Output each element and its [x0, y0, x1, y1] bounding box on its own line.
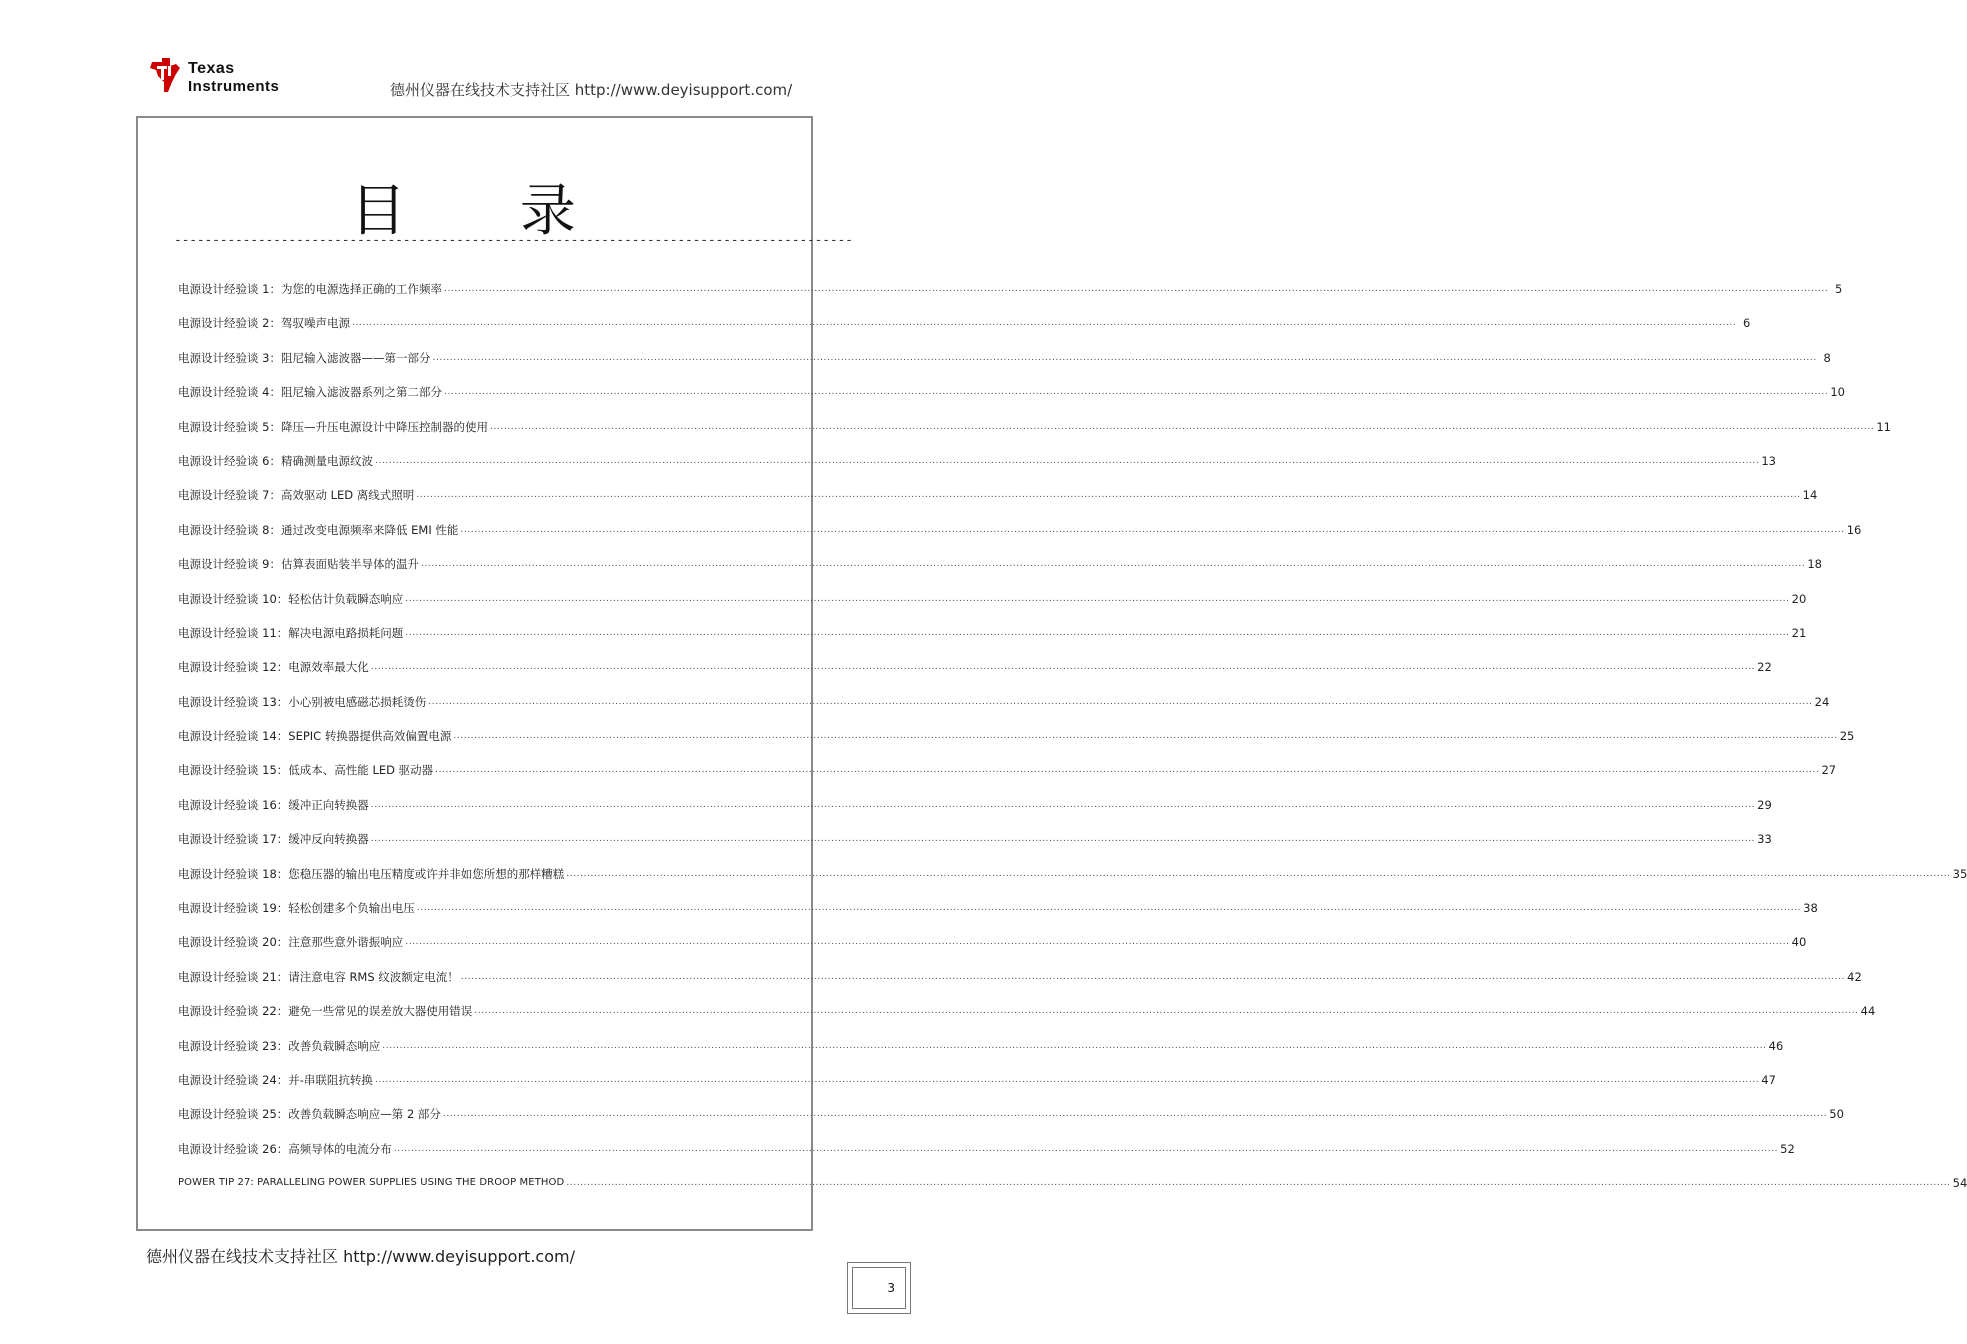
toc-dot-leader: ................................................................................................................................................................................................................................................................................................................................................................................................................: [428, 696, 1813, 707]
toc-entry-page: 20: [1791, 591, 1807, 606]
toc-entry-title: 电源设计经验谈 19：轻松创建多个负输出电压: [178, 901, 415, 916]
logo-word-instruments: Instruments: [188, 78, 280, 95]
toc-entry-page: 46: [1768, 1038, 1784, 1053]
toc-entry-title: 电源设计经验谈 23：改善负载瞬态响应: [178, 1038, 381, 1053]
toc-dot-leader: ................................................................................................................................................................................................................................................................................................................................................................................................................: [443, 284, 1829, 294]
toc-entry[interactable]: [178, 591, 1807, 625]
toc-dot-leader: ................................................................................................................................................................................................................................................................................................................................................................................................................: [460, 524, 1845, 535]
toc-entry-page: 38: [1803, 901, 1818, 916]
toc-entry[interactable]: [178, 487, 1818, 521]
toc-entry-page: 21: [1791, 625, 1807, 640]
toc-entry-title: 电源设计经验谈 16：缓冲正向转换器: [178, 797, 369, 812]
toc-entry-title: 电源设计经验谈 3：阻尼输入滤波器——第一部分: [178, 350, 431, 365]
toc-dot-leader: ................................................................................................................................................................................................................................................................................................................................................................................................................: [566, 1178, 1951, 1189]
toc-entry-title: 电源设计经验谈 17：缓冲反向转换器: [178, 832, 369, 847]
toc-entry-page: 24: [1814, 694, 1830, 709]
toc-dot-leader: ................................................................................................................................................................................................................................................................................................................................................................................................................: [393, 1143, 1779, 1154]
toc-entry-title: 电源设计经验谈 15：低成本、高性能 LED 驱动器: [178, 763, 434, 778]
toc-dot-leader: ................................................................................................................................................................................................................................................................................................................................................................................................................: [370, 834, 1756, 845]
title-divider: -----------------------------------------------------------------------------------------: [174, 233, 853, 248]
toc-entry[interactable]: [178, 1141, 1795, 1175]
toc-entry-page: 54: [1952, 1176, 1967, 1191]
toc-entry-page: 52: [1780, 1141, 1795, 1156]
toc-entry[interactable]: [178, 522, 1862, 556]
toc-dot-leader: ................................................................................................................................................................................................................................................................................................................................................................................................................: [405, 627, 1790, 638]
toc-dot-leader: ................................................................................................................................................................................................................................................................................................................................................................................................................: [432, 352, 1817, 363]
page-title: 目 录: [350, 179, 624, 244]
toc-entry[interactable]: [178, 556, 1822, 590]
toc-dot-leader: ................................................................................................................................................................................................................................................................................................................................................................................................................: [416, 903, 1802, 914]
toc-entry[interactable]: [178, 1072, 1776, 1106]
toc-entry-title: 电源设计经验谈 18：您稳压器的输出电压精度或许并非如您所想的那样糟糕: [178, 866, 565, 881]
toc-entry-title: 电源设计经验谈 26：高频导体的电流分布: [178, 1141, 392, 1156]
logo-word-texas: Texas: [188, 60, 235, 77]
toc-entry-page: 11: [1876, 419, 1891, 434]
toc-dot-leader: ................................................................................................................................................................................................................................................................................................................................................................................................................: [405, 593, 1790, 604]
toc-entry[interactable]: [178, 659, 1772, 693]
toc-entry-title: 电源设计经验谈 13：小心别被电感磁芯损耗烫伤: [178, 694, 427, 709]
toc-dot-leader: ................................................................................................................................................................................................................................................................................................................................................................................................................: [382, 1040, 1767, 1051]
toc-dot-leader: ................................................................................................................................................................................................................................................................................................................................................................................................................: [442, 1109, 1828, 1120]
toc-dot-leader: ................................................................................................................................................................................................................................................................................................................................................................................................................: [374, 455, 1760, 466]
toc-entry-title: POWER TIP 27: PARALLELING POWER SUPPLIES USING THE DROOP METHOD: [178, 1177, 565, 1189]
toc-dot-leader: ................................................................................................................................................................................................................................................................................................................................................................................................................: [453, 731, 1838, 742]
toc-entry-page: 22: [1757, 660, 1772, 675]
toc-entry-page: 47: [1761, 1072, 1776, 1087]
toc-entry-title: 电源设计经验谈 14：SEPIC 转换器提供高效偏置电源: [178, 729, 452, 744]
toc-entry-title: 电源设计经验谈 8：通过改变电源频率来降低 EMI 性能: [178, 522, 459, 537]
toc-entry-page: 42: [1847, 969, 1862, 984]
toc-entry-page: 35: [1952, 866, 1967, 881]
toc-entry-page: 14: [1802, 488, 1818, 503]
ti-logo: [146, 52, 326, 100]
toc-entry[interactable]: [178, 728, 1855, 762]
toc-entry-title: 电源设计经验谈 10：轻松估计负载瞬态响应: [178, 591, 404, 606]
toc-dot-leader: ................................................................................................................................................................................................................................................................................................................................................................................................................: [474, 1006, 1859, 1017]
toc-entry-page: 50: [1829, 1107, 1844, 1122]
toc-entry[interactable]: [178, 1175, 1967, 1209]
toc-entry[interactable]: [178, 831, 1772, 865]
toc-entry-title: 电源设计经验谈 2：驾驭噪声电源: [178, 316, 350, 331]
toc-entry[interactable]: [178, 866, 1967, 900]
toc-entry-page: 13: [1761, 453, 1776, 468]
toc-entry-page: 6: [1743, 316, 1751, 331]
toc-dot-leader: ................................................................................................................................................................................................................................................................................................................................................................................................................: [460, 971, 1846, 982]
toc-entry[interactable]: [178, 315, 1751, 349]
toc-entry-title: 电源设计经验谈 20：注意那些意外谐振响应: [178, 935, 404, 950]
toc-entry-title: 电源设计经验谈 21：请注意电容 RMS 纹波额定电流！: [178, 969, 459, 984]
toc-dot-leader: ................................................................................................................................................................................................................................................................................................................................................................................................................: [566, 868, 1951, 879]
page-number: 3: [887, 1281, 895, 1295]
toc-entry-page: 25: [1839, 729, 1855, 744]
toc-entry-title: 电源设计经验谈 7：高效驱动 LED 离线式照明: [178, 488, 415, 503]
toc-entry-title: 电源设计经验谈 25：改善负载瞬态响应—第 2 部分: [178, 1107, 441, 1122]
toc-dot-leader: ................................................................................................................................................................................................................................................................................................................................................................................................................: [416, 490, 1801, 501]
toc-entry-page: 5: [1835, 282, 1843, 296]
toc-entry-page: 18: [1807, 557, 1822, 572]
toc-entry-page: 44: [1860, 1004, 1876, 1019]
toc-entry[interactable]: [178, 797, 1772, 831]
toc-entry[interactable]: [178, 625, 1807, 659]
toc-entry-page: 10: [1830, 385, 1845, 400]
toc-entry-page: 29: [1757, 797, 1772, 812]
toc-entry[interactable]: [178, 1038, 1784, 1072]
toc-entry[interactable]: [178, 900, 1818, 934]
toc-entry[interactable]: [178, 934, 1807, 968]
toc-entry[interactable]: [178, 384, 1845, 418]
toc-entry[interactable]: [178, 1003, 1876, 1037]
ti-chip-icon: [146, 52, 186, 96]
toc-entry-title: 电源设计经验谈 6：精确测量电源纹波: [178, 453, 373, 468]
toc-entry[interactable]: [178, 1106, 1844, 1140]
footer-community-link[interactable]: 德州仪器在线技术支持社区 http://www.deyisupport.com/: [146, 1247, 575, 1266]
table-of-contents: [178, 281, 1967, 1210]
toc-entry-title: 电源设计经验谈 4：阻尼输入滤波器系列之第二部分: [178, 385, 442, 400]
toc-entry-page: 33: [1757, 832, 1772, 847]
toc-entry-title: 电源设计经验谈 11：解决电源电路损耗问题: [178, 625, 404, 640]
toc-entry-title: 电源设计经验谈 24：并-串联阻抗转换: [178, 1072, 373, 1087]
toc-dot-leader: ................................................................................................................................................................................................................................................................................................................................................................................................................: [420, 559, 1806, 570]
toc-entry-title: 电源设计经验谈 1：为您的电源选择正确的工作频率: [178, 282, 442, 296]
toc-entry-title: 电源设计经验谈 9：估算表面贴装半导体的温升: [178, 557, 419, 572]
toc-dot-leader: ................................................................................................................................................................................................................................................................................................................................................................................................................: [370, 662, 1756, 673]
toc-dot-leader: ................................................................................................................................................................................................................................................................................................................................................................................................................: [489, 421, 1875, 432]
toc-entry-title: 电源设计经验谈 22：避免一些常见的误差放大器使用错误: [178, 1004, 473, 1019]
toc-entry-page: 40: [1791, 935, 1807, 950]
toc-entry[interactable]: [178, 694, 1830, 728]
toc-dot-leader: ................................................................................................................................................................................................................................................................................................................................................................................................................: [443, 387, 1829, 398]
toc-dot-leader: ................................................................................................................................................................................................................................................................................................................................................................................................................: [351, 318, 1737, 329]
toc-dot-leader: ................................................................................................................................................................................................................................................................................................................................................................................................................: [370, 799, 1756, 810]
toc-entry[interactable]: [178, 350, 1831, 384]
toc-dot-leader: ................................................................................................................................................................................................................................................................................................................................................................................................................: [435, 765, 1820, 776]
toc-dot-leader: ................................................................................................................................................................................................................................................................................................................................................................................................................: [374, 1074, 1760, 1085]
toc-entry-title: 电源设计经验谈 5：降压—升压电源设计中降压控制器的使用: [178, 419, 488, 434]
toc-entry[interactable]: [178, 281, 1843, 315]
toc-entry-title: 电源设计经验谈 12：电源效率最大化: [178, 660, 369, 675]
header-community-link[interactable]: 德州仪器在线技术支持社区 http://www.deyisupport.com/: [390, 81, 793, 99]
toc-entry[interactable]: [178, 419, 1891, 453]
toc-entry[interactable]: [178, 453, 1776, 487]
toc-entry-page: 16: [1846, 522, 1862, 537]
toc-entry[interactable]: [178, 969, 1862, 1003]
toc-dot-leader: ................................................................................................................................................................................................................................................................................................................................................................................................................: [405, 937, 1790, 948]
page-number-box: [847, 1262, 911, 1314]
toc-entry-page: 8: [1823, 350, 1831, 365]
toc-entry[interactable]: [178, 762, 1837, 796]
toc-entry-page: 27: [1821, 763, 1837, 778]
